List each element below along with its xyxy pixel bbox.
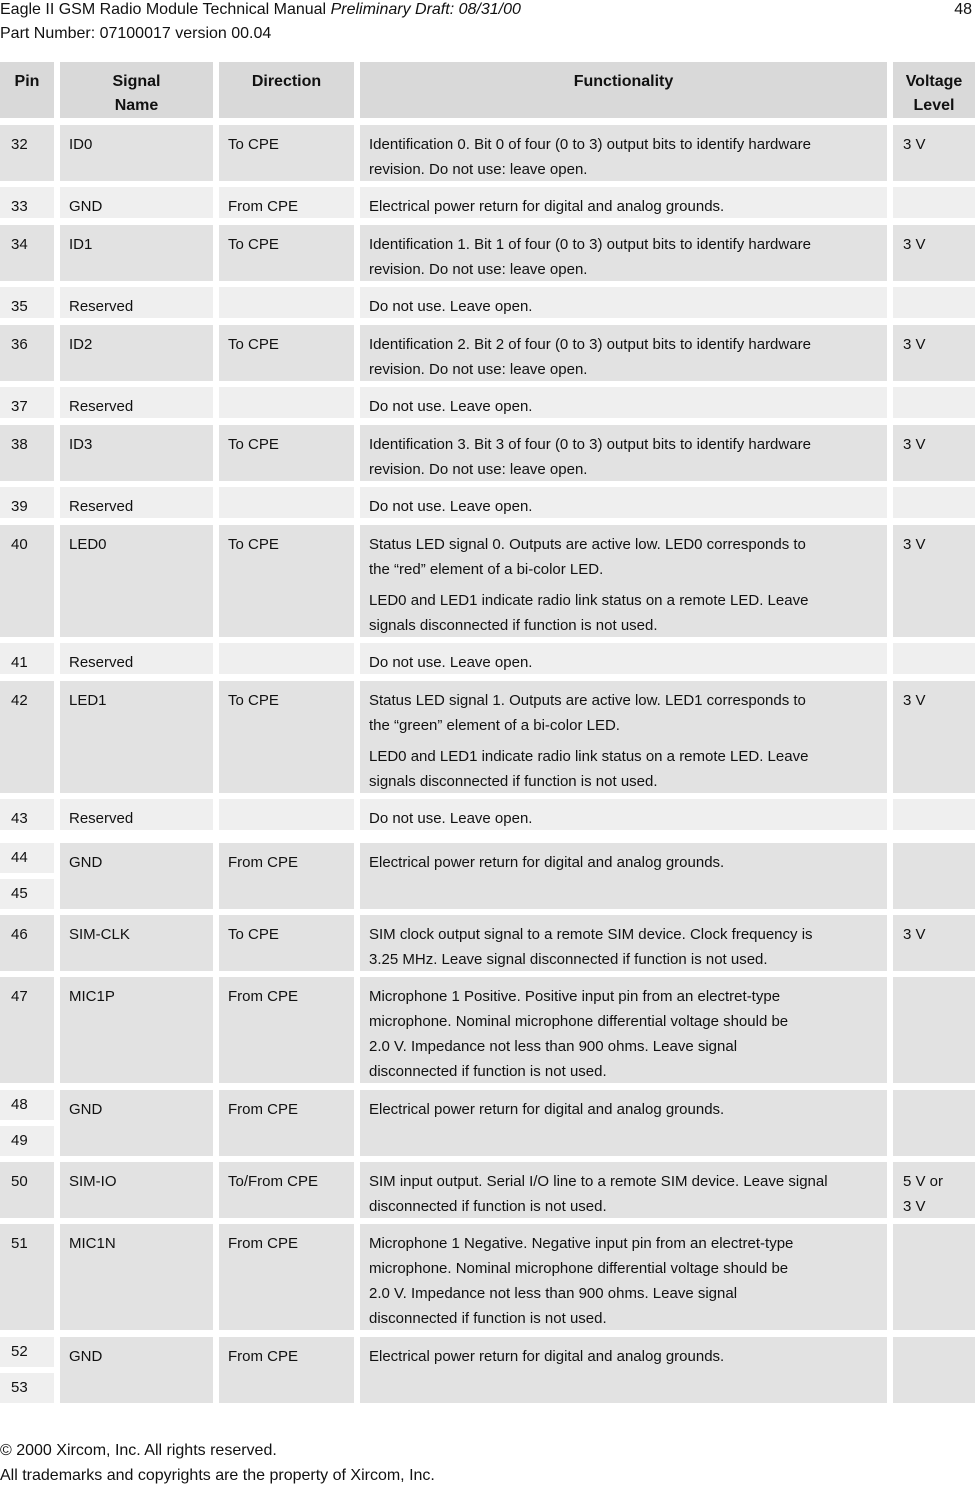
cell-text: From CPE — [228, 1348, 299, 1365]
pin-cell — [0, 387, 54, 418]
functionality-paragraph: LED0 and LED1 indicate radio link status on a remote LED. Leave signals disconnected if function is not used. — [369, 748, 809, 790]
signal-name-cell — [60, 487, 213, 518]
cell-text: 37 — [11, 398, 28, 415]
functionality-paragraph: Electrical power return for digital and analog grounds. — [369, 854, 725, 871]
cell-text: 47 — [11, 988, 28, 1005]
cell-text: 49 — [11, 1132, 28, 1149]
cell-text: 32 — [11, 136, 28, 153]
functionality-paragraph: Status LED signal 1. Outputs are active low. LED1 corresponds to the “green” element of a bi-color LED. — [369, 692, 806, 734]
signal-name-cell — [60, 425, 213, 481]
functionality-cell — [360, 325, 887, 381]
cell-text: ID1 — [69, 236, 93, 253]
cell-text: GND — [69, 198, 103, 215]
signal-name-cell — [60, 681, 213, 793]
functionality-paragraph: Electrical power return for digital and analog grounds. — [369, 1101, 725, 1118]
functionality-cell — [360, 525, 887, 637]
cell-text: 3 V — [903, 926, 926, 943]
direction-cell — [219, 487, 354, 518]
cell-text: ID3 — [69, 436, 93, 453]
cell-text: Reserved — [69, 298, 134, 315]
pin-cell — [0, 325, 54, 381]
signal-name-cell — [60, 843, 213, 909]
signal-name-cell — [60, 187, 213, 218]
functionality-paragraph: SIM clock output signal to a remote SIM device. Clock frequency is 3.25 MHz. Leave signal disconnected if function is not used. — [369, 926, 813, 968]
voltage-level-cell — [893, 643, 975, 674]
pin-cell — [0, 525, 54, 637]
signal-name-cell — [60, 525, 213, 637]
direction-cell — [219, 799, 354, 830]
cell-text: ID0 — [69, 136, 93, 153]
functionality-cell — [360, 799, 887, 830]
manual-title: Eagle II GSM Radio Module Technical Manual — [0, 1, 327, 18]
signal-name-cell — [60, 125, 213, 181]
signal-name-cell — [60, 1224, 213, 1330]
cell-text: To CPE — [228, 336, 279, 353]
pin-cell — [0, 643, 54, 674]
cell-text: MIC1N — [69, 1235, 116, 1252]
cell-text: 51 — [11, 1235, 28, 1252]
functionality-paragraph: Do not use. Leave open. — [369, 298, 533, 315]
cell-text: LED0 — [69, 536, 107, 553]
functionality-paragraph: Identification 0. Bit 0 of four (0 to 3) output bits to identify hardware revision. Do not use: leave open. — [369, 136, 811, 178]
pin-cell — [0, 1224, 54, 1330]
header-direction: Direction — [219, 62, 354, 118]
voltage-level-cell — [893, 977, 975, 1083]
cell-text: 36 — [11, 336, 28, 353]
pin-cell — [0, 225, 54, 281]
cell-text: 34 — [11, 236, 28, 253]
cell-text: SIM-CLK — [69, 926, 130, 943]
pin-cell — [0, 681, 54, 793]
pin-cell — [0, 187, 54, 218]
cell-text: GND — [69, 1348, 103, 1365]
functionality-paragraph: Do not use. Leave open. — [369, 810, 533, 827]
signal-name-cell — [60, 287, 213, 318]
cell-text: 46 — [11, 926, 28, 943]
voltage-level-cell — [893, 1337, 975, 1403]
functionality-cell — [360, 225, 887, 281]
cell-text: Reserved — [69, 398, 134, 415]
cell-text: GND — [69, 1101, 103, 1118]
direction-cell — [219, 1090, 354, 1156]
cell-text: To/From CPE — [228, 1173, 319, 1190]
pin-cell — [0, 287, 54, 318]
direction-cell — [219, 187, 354, 218]
functionality-paragraph: Status LED signal 0. Outputs are active low. LED0 corresponds to the “red” element of a bi-color LED. — [369, 536, 806, 578]
pin-cell — [0, 1337, 54, 1367]
functionality-paragraph: Do not use. Leave open. — [369, 398, 533, 415]
signal-name-cell — [60, 325, 213, 381]
document-header — [0, 1, 521, 19]
cell-text: From CPE — [228, 988, 299, 1005]
cell-text: 50 — [11, 1173, 28, 1190]
cell-text: From CPE — [228, 1101, 299, 1118]
signal-name-cell — [60, 643, 213, 674]
signal-name-cell — [60, 1337, 213, 1403]
pin-cell — [0, 1373, 54, 1403]
voltage-level-cell — [893, 125, 975, 181]
functionality-cell — [360, 843, 887, 909]
direction-cell — [219, 1224, 354, 1330]
functionality-paragraph: Microphone 1 Negative. Negative input pin from an electret-type microphone. Nominal microphone differential voltage should be 2.0 V. Impedance not less than 900 ohms. Leave signal disconnected if function is not used. — [369, 1235, 794, 1327]
functionality-paragraph: Identification 2. Bit 2 of four (0 to 3) output bits to identify hardware revision. Do not use: leave open. — [369, 336, 811, 378]
cell-text: Reserved — [69, 654, 134, 671]
voltage-level-cell — [893, 387, 975, 418]
cell-text: To CPE — [228, 692, 279, 709]
pin-cell — [0, 915, 54, 971]
functionality-cell — [360, 287, 887, 318]
cell-text: 52 — [11, 1343, 28, 1360]
voltage-level-cell — [893, 915, 975, 971]
functionality-cell — [360, 425, 887, 481]
voltage-level-cell — [893, 187, 975, 218]
direction-cell — [219, 843, 354, 909]
header-pin: Pin — [0, 62, 54, 118]
direction-cell — [219, 915, 354, 971]
signal-name-cell — [60, 1090, 213, 1156]
cell-text: MIC1P — [69, 988, 115, 1005]
pin-cell — [0, 843, 54, 873]
cell-text: 40 — [11, 536, 28, 553]
pin-cell — [0, 977, 54, 1083]
direction-cell — [219, 977, 354, 1083]
trademark-notice: All trademarks and copyrights are the property of Xircom, Inc. — [0, 1467, 435, 1484]
functionality-cell — [360, 187, 887, 218]
voltage-level-cell — [893, 487, 975, 518]
functionality-paragraph: Identification 1. Bit 1 of four (0 to 3) output bits to identify hardware revision. Do not use: leave open. — [369, 236, 811, 278]
cell-text: To CPE — [228, 236, 279, 253]
direction-cell — [219, 387, 354, 418]
cell-text: From CPE — [228, 1235, 299, 1252]
pin-cell — [0, 125, 54, 181]
functionality-cell — [360, 915, 887, 971]
cell-text: 44 — [11, 849, 28, 866]
cell-text: From CPE — [228, 854, 299, 871]
functionality-paragraph: Do not use. Leave open. — [369, 654, 533, 671]
functionality-cell — [360, 125, 887, 181]
cell-text: 5 V or 3 V — [903, 1173, 944, 1215]
functionality-cell — [360, 1224, 887, 1330]
cell-text: From CPE — [228, 198, 299, 215]
direction-cell — [219, 1162, 354, 1218]
direction-cell — [219, 643, 354, 674]
cell-text: 35 — [11, 298, 28, 315]
page-number: 48 — [954, 1, 972, 18]
functionality-cell — [360, 1337, 887, 1403]
signal-name-cell — [60, 387, 213, 418]
cell-text: 39 — [11, 498, 28, 515]
signal-name-cell — [60, 915, 213, 971]
functionality-paragraph: Microphone 1 Positive. Positive input pin from an electret-type microphone. Nominal microphone differential voltage should be 2.0 V. Impedance not less than 900 ohms. Leave signal disconnected if function is not used. — [369, 988, 789, 1080]
direction-cell — [219, 125, 354, 181]
functionality-cell — [360, 977, 887, 1083]
functionality-cell — [360, 1090, 887, 1156]
direction-cell — [219, 1337, 354, 1403]
voltage-level-cell — [893, 1162, 975, 1218]
header-signal-name: Signal Name — [60, 62, 213, 118]
cell-text: 53 — [11, 1379, 28, 1396]
voltage-level-cell — [893, 799, 975, 830]
cell-text: 3 V — [903, 536, 926, 553]
cell-text: 3 V — [903, 336, 926, 353]
pin-cell — [0, 487, 54, 518]
voltage-level-cell — [893, 1224, 975, 1330]
functionality-paragraph: SIM input output. Serial I/O line to a remote SIM device. Leave signal disconnected if function is not used. — [369, 1173, 828, 1215]
cell-text: 43 — [11, 810, 28, 827]
voltage-level-cell — [893, 525, 975, 637]
functionality-paragraph: Do not use. Leave open. — [369, 498, 533, 515]
cell-text: 3 V — [903, 692, 926, 709]
pin-cell — [0, 879, 54, 909]
direction-cell — [219, 325, 354, 381]
cell-text: To CPE — [228, 536, 279, 553]
direction-cell — [219, 225, 354, 281]
header-voltage-level: Voltage Level — [893, 62, 975, 118]
pin-cell — [0, 1162, 54, 1218]
functionality-paragraph: Identification 3. Bit 3 of four (0 to 3) output bits to identify hardware revision. Do not use: leave open. — [369, 436, 811, 478]
cell-text: To CPE — [228, 926, 279, 943]
pin-cell — [0, 1126, 54, 1156]
cell-text: 3 V — [903, 136, 926, 153]
cell-text: 42 — [11, 692, 28, 709]
pin-cell — [0, 1090, 54, 1120]
functionality-cell — [360, 487, 887, 518]
direction-cell — [219, 287, 354, 318]
direction-cell — [219, 681, 354, 793]
cell-text: Reserved — [69, 810, 134, 827]
signal-name-cell — [60, 1162, 213, 1218]
header-functionality: Functionality — [360, 62, 887, 118]
cell-text: 48 — [11, 1096, 28, 1113]
draft-label: Preliminary Draft: 08/31/00 — [330, 1, 521, 18]
functionality-paragraph: Electrical power return for digital and analog grounds. — [369, 1348, 725, 1365]
functionality-cell — [360, 643, 887, 674]
cell-text: 38 — [11, 436, 28, 453]
cell-text: GND — [69, 854, 103, 871]
voltage-level-cell — [893, 843, 975, 909]
direction-cell — [219, 525, 354, 637]
cell-text: To CPE — [228, 136, 279, 153]
cell-text: ID2 — [69, 336, 93, 353]
copyright-notice: © 2000 Xircom, Inc. All rights reserved. — [0, 1442, 277, 1459]
voltage-level-cell — [893, 681, 975, 793]
direction-cell — [219, 425, 354, 481]
cell-text: To CPE — [228, 436, 279, 453]
cell-text: 45 — [11, 885, 28, 902]
voltage-level-cell — [893, 425, 975, 481]
signal-name-cell — [60, 977, 213, 1083]
voltage-level-cell — [893, 287, 975, 318]
voltage-level-cell — [893, 325, 975, 381]
pin-cell — [0, 799, 54, 830]
cell-text: 3 V — [903, 236, 926, 253]
signal-name-cell — [60, 225, 213, 281]
functionality-paragraph: LED0 and LED1 indicate radio link status on a remote LED. Leave signals disconnected if function is not used. — [369, 592, 809, 634]
functionality-cell — [360, 681, 887, 793]
cell-text: 3 V — [903, 436, 926, 453]
cell-text: SIM-IO — [69, 1173, 117, 1190]
voltage-level-cell — [893, 1090, 975, 1156]
cell-text: 41 — [11, 654, 28, 671]
functionality-cell — [360, 1162, 887, 1218]
part-number: Part Number: 07100017 version 00.04 — [0, 25, 272, 42]
pin-cell — [0, 425, 54, 481]
cell-text: 33 — [11, 198, 28, 215]
cell-text: LED1 — [69, 692, 107, 709]
signal-name-cell — [60, 799, 213, 830]
voltage-level-cell — [893, 225, 975, 281]
cell-text: Reserved — [69, 498, 134, 515]
functionality-cell — [360, 387, 887, 418]
functionality-paragraph: Electrical power return for digital and analog grounds. — [369, 198, 725, 215]
